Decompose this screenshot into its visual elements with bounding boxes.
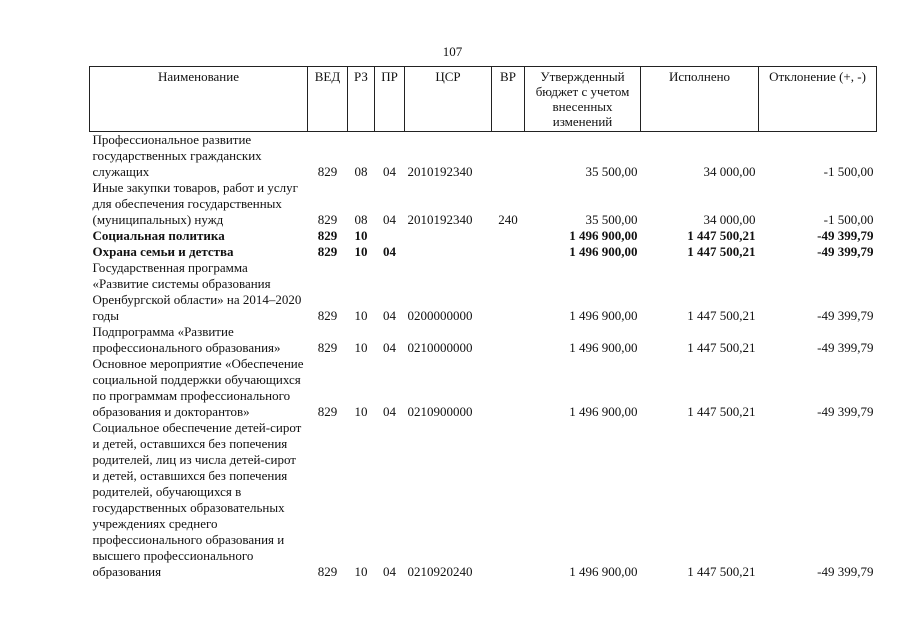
header-ved: ВЕД bbox=[308, 67, 348, 132]
table-row bbox=[90, 132, 877, 181]
header-name: Наименование bbox=[90, 67, 308, 132]
header-executed: Исполнено bbox=[641, 67, 759, 132]
cell-deviation: -49 399,79 bbox=[817, 308, 874, 323]
cell-deviation: -1 500,00 bbox=[823, 212, 874, 227]
cell-approved: 1 496 900,00 bbox=[569, 228, 638, 243]
cell-deviation: -49 399,79 bbox=[817, 404, 874, 419]
cell-vr bbox=[492, 420, 525, 580]
cell-executed: 1 447 500,21 bbox=[687, 564, 756, 579]
cell-deviation: -1 500,00 bbox=[823, 164, 874, 179]
cell-name: Профессиональное развитие государственных гражданских служащих bbox=[92, 132, 262, 179]
cell-ved: 829 bbox=[317, 164, 338, 179]
cell-rz: 10 bbox=[354, 228, 368, 243]
cell-csr: 2010192340 bbox=[407, 212, 473, 227]
cell-rz: 08 bbox=[354, 164, 368, 179]
cell-pr: 04 bbox=[383, 404, 396, 419]
header-pr: ПР bbox=[375, 67, 405, 132]
cell-pr: 04 bbox=[383, 244, 396, 259]
table-row bbox=[90, 180, 877, 228]
cell-vr bbox=[492, 228, 525, 244]
cell-csr: 2010192340 bbox=[407, 164, 473, 179]
cell-name: Подпрограмма «Развитие профессионального образования» bbox=[92, 324, 281, 355]
cell-ved: 829 bbox=[317, 228, 338, 243]
cell-name: Охрана семьи и детства bbox=[92, 244, 234, 259]
cell-executed: 1 447 500,21 bbox=[687, 244, 756, 259]
cell-rz: 10 bbox=[354, 564, 368, 579]
header-vr: ВР bbox=[492, 67, 525, 132]
cell-approved: 1 496 900,00 bbox=[569, 404, 638, 419]
header-csr: ЦСР bbox=[405, 67, 492, 132]
table-header-row bbox=[90, 67, 877, 132]
cell-ved: 829 bbox=[317, 404, 338, 419]
header-rz: РЗ bbox=[348, 67, 375, 132]
cell-rz: 10 bbox=[354, 308, 368, 323]
cell-executed: 1 447 500,21 bbox=[687, 228, 756, 243]
table-row bbox=[90, 420, 877, 580]
cell-csr: 0200000000 bbox=[407, 308, 473, 323]
cell-vr bbox=[492, 132, 525, 181]
cell-csr: 0210920240 bbox=[407, 564, 473, 579]
cell-csr: 0210000000 bbox=[407, 340, 473, 355]
cell-approved: 1 496 900,00 bbox=[569, 564, 638, 579]
cell-name: Иные закупки товаров, работ и услуг для обеспечения государственных (муниципальных) нужд bbox=[92, 180, 298, 227]
cell-rz: 10 bbox=[354, 404, 368, 419]
table-row bbox=[90, 244, 877, 260]
cell-vr: 240 bbox=[498, 212, 518, 227]
cell-vr bbox=[492, 324, 525, 356]
cell-approved: 35 500,00 bbox=[585, 164, 638, 179]
cell-approved: 1 496 900,00 bbox=[569, 244, 638, 259]
cell-pr: 04 bbox=[383, 212, 396, 227]
table-row bbox=[90, 324, 877, 356]
cell-approved: 35 500,00 bbox=[585, 212, 638, 227]
cell-approved: 1 496 900,00 bbox=[569, 308, 638, 323]
cell-executed: 1 447 500,21 bbox=[687, 308, 756, 323]
cell-deviation: -49 399,79 bbox=[817, 564, 874, 579]
cell-name: Социальная политика bbox=[92, 228, 225, 243]
cell-rz: 10 bbox=[354, 244, 368, 259]
cell-ved: 829 bbox=[317, 564, 338, 579]
cell-csr bbox=[405, 228, 492, 244]
cell-ved: 829 bbox=[317, 308, 338, 323]
cell-deviation: -49 399,79 bbox=[817, 228, 874, 243]
cell-pr: 04 bbox=[383, 564, 396, 579]
cell-executed: 1 447 500,21 bbox=[687, 340, 756, 355]
cell-approved: 1 496 900,00 bbox=[569, 340, 638, 355]
cell-name: Основное мероприятие «Обеспечение социальной поддержки обучающихся по программам профессионального образования и докторантов» bbox=[92, 356, 304, 419]
cell-vr bbox=[492, 244, 525, 260]
cell-ved: 829 bbox=[317, 212, 338, 227]
cell-name: Социальное обеспечение детей-сирот и детей, оставшихся без попечения родителей, лиц из числа детей-сирот и детей, оставшихся без попечения родителей, обучающихся в государственных образовательных учреждениях среднего профессионального образования и высшего профессионального образования bbox=[92, 420, 302, 579]
cell-pr: 04 bbox=[383, 308, 396, 323]
cell-ved: 829 bbox=[317, 244, 338, 259]
cell-csr: 0210900000 bbox=[407, 404, 473, 419]
cell-executed: 34 000,00 bbox=[703, 164, 756, 179]
table-row bbox=[90, 260, 877, 324]
cell-vr bbox=[492, 260, 525, 324]
cell-rz: 10 bbox=[354, 340, 368, 355]
cell-pr: 04 bbox=[383, 164, 396, 179]
cell-executed: 1 447 500,21 bbox=[687, 404, 756, 419]
cell-deviation: -49 399,79 bbox=[817, 244, 874, 259]
table-body bbox=[90, 132, 877, 581]
budget-table bbox=[89, 66, 877, 580]
header-approved: Утвержденный бюджет с учетом внесенных изменений bbox=[525, 67, 641, 132]
cell-name: Государственная программа «Развитие системы образования Оренбургской области» на 2014–2020 годы bbox=[92, 260, 302, 323]
cell-executed: 34 000,00 bbox=[703, 212, 756, 227]
cell-deviation: -49 399,79 bbox=[817, 340, 874, 355]
cell-rz: 08 bbox=[354, 212, 368, 227]
table-row bbox=[90, 228, 877, 244]
table-row bbox=[90, 356, 877, 420]
header-deviation: Отклонение (+, -) bbox=[759, 67, 877, 132]
cell-pr: 04 bbox=[383, 340, 396, 355]
cell-ved: 829 bbox=[317, 340, 338, 355]
cell-pr bbox=[375, 228, 405, 244]
cell-vr bbox=[492, 356, 525, 420]
cell-csr bbox=[405, 244, 492, 260]
page-number: 107 bbox=[442, 44, 463, 59]
